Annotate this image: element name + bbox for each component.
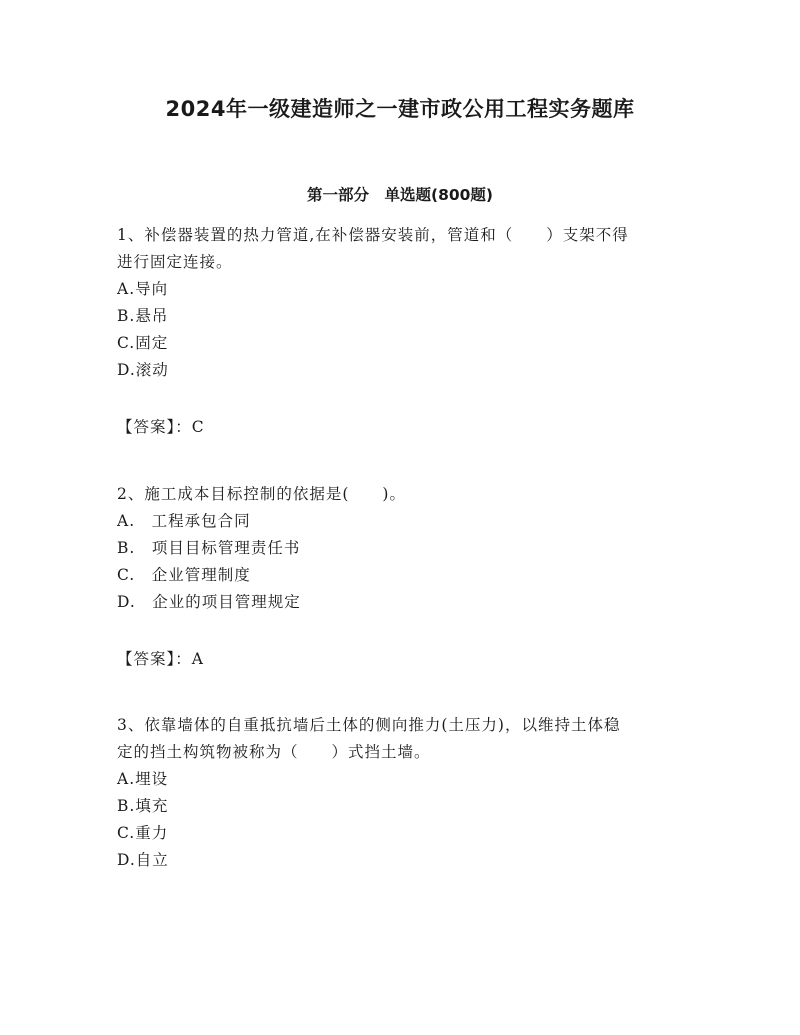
option-d: D. 企业的项目管理规定: [117, 593, 301, 611]
question-stem-line: 1、补偿器装置的热力管道,在补偿器安装前，管道和（ ）支架不得: [117, 226, 629, 244]
option-c: C.重力: [117, 824, 169, 842]
option-a: A.导向: [117, 280, 169, 298]
question-1: [117, 222, 687, 384]
option-d: D.滚动: [117, 361, 169, 379]
question-stem-line: 3、依靠墙体的自重抵抗墙后土体的侧向推力(土压力)，以维持土体稳: [117, 716, 621, 734]
question-stem-line: 2、施工成本目标控制的依据是( )。: [117, 485, 406, 503]
option-d: D.自立: [117, 851, 169, 869]
question-stem-line: 进行固定连接。: [117, 253, 233, 271]
option-b: B. 项目目标管理责任书: [117, 539, 301, 557]
question-3: [117, 712, 687, 874]
option-c: C. 企业管理制度: [117, 566, 251, 584]
answer-2: 【答案】：A: [117, 650, 204, 668]
section-heading: 第一部分 单选题(800题): [306, 186, 494, 204]
question-stem-line: 定的挡土构筑物被称为（ ）式挡土墙。: [117, 743, 431, 761]
question-2: [117, 481, 687, 616]
document-title: 2024年一级建造师之一建市政公用工程实务题库: [165, 97, 635, 121]
option-a: A. 工程承包合同: [117, 512, 251, 530]
option-b: B.填充: [117, 797, 169, 815]
option-a: A.埋设: [117, 770, 169, 788]
option-c: C.固定: [117, 334, 169, 352]
option-b: B.悬吊: [117, 307, 169, 325]
answer-1: 【答案】：C: [117, 418, 205, 436]
